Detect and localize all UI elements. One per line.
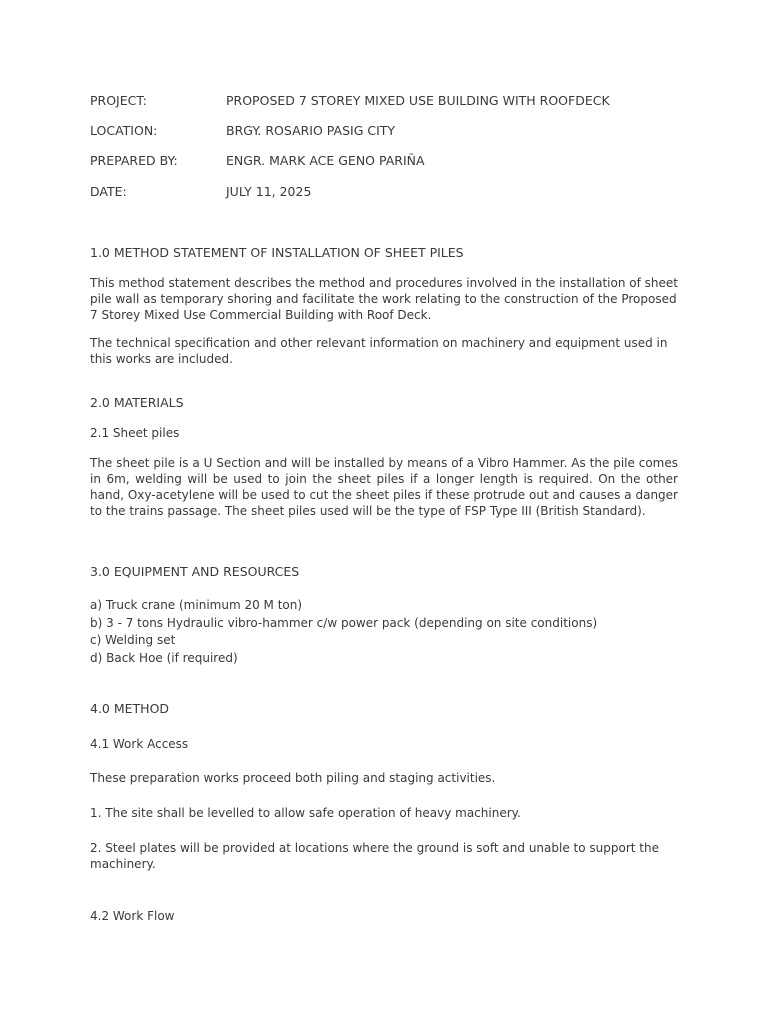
project-value: PROPOSED 7 STOREY MIXED USE BUILDING WITH ROOFDECK [226, 93, 610, 108]
project-label: PROJECT: [90, 93, 147, 108]
section-4-heading: 4.0 METHOD [90, 701, 170, 716]
section-2-1-subheading: 2.1 Sheet piles [90, 426, 180, 440]
work-access-step-2: 2. Steel plates will be provided at locations where the ground is soft and unable to support the machinery. [90, 841, 659, 871]
work-access-step-1: 1. The site shall be levelled to allow safe operation of heavy machinery. [90, 806, 521, 820]
section-2-paragraph: The sheet pile is a U Section and will be installed by means of a Vibro Hammer. As the pile comes in 6m, welding will be used to join the sheet piles if a longer length is required. On the other hand, Oxy-acetylene will be used to cut the sheet piles if these protrude out and causes a danger to the trains passage. The sheet piles used will be the type of FSP Type III (British Standard). [90, 456, 678, 518]
section-4-2-subheading: 4.2 Work Flow [90, 909, 175, 923]
date-value: JULY 11, 2025 [226, 184, 312, 199]
prepared-by-value: ENGR. MARK ACE GENO PARIÑA [226, 153, 425, 168]
equipment-item: d) Back Hoe (if required) [90, 650, 238, 665]
section-3-heading: 3.0 EQUIPMENT AND RESOURCES [90, 564, 300, 579]
equipment-list [90, 597, 678, 667]
section-1-paragraph-1: This method statement describes the method and procedures involved in the installation of sheet pile wall as temporary shoring and facilitate the work relating to the construction of the Proposed 7 Storey Mixed Use Commercial Building with Roof Deck. [90, 276, 678, 322]
equipment-item: b) 3 - 7 tons Hydraulic vibro-hammer c/w power pack (depending on site conditions) [90, 615, 598, 630]
section-1-paragraph-2: The technical specification and other relevant information on machinery and equipment used in this works are included. [90, 336, 668, 366]
equipment-item: a) Truck crane (minimum 20 M ton) [90, 598, 303, 612]
location-value: BRGY. ROSARIO PASIG CITY [226, 123, 396, 138]
equipment-item: c) Welding set [90, 633, 176, 647]
work-access-intro: These preparation works proceed both piling and staging activities. [90, 771, 496, 785]
location-label: LOCATION: [90, 123, 158, 138]
section-4-1-subheading: 4.1 Work Access [90, 737, 189, 751]
section-2-heading: 2.0 MATERIALS [90, 395, 184, 410]
date-label: DATE: [90, 184, 127, 199]
prepared-by-label: PREPARED BY: [90, 153, 178, 168]
section-1-heading: 1.0 METHOD STATEMENT OF INSTALLATION OF SHEET PILES [90, 245, 464, 260]
